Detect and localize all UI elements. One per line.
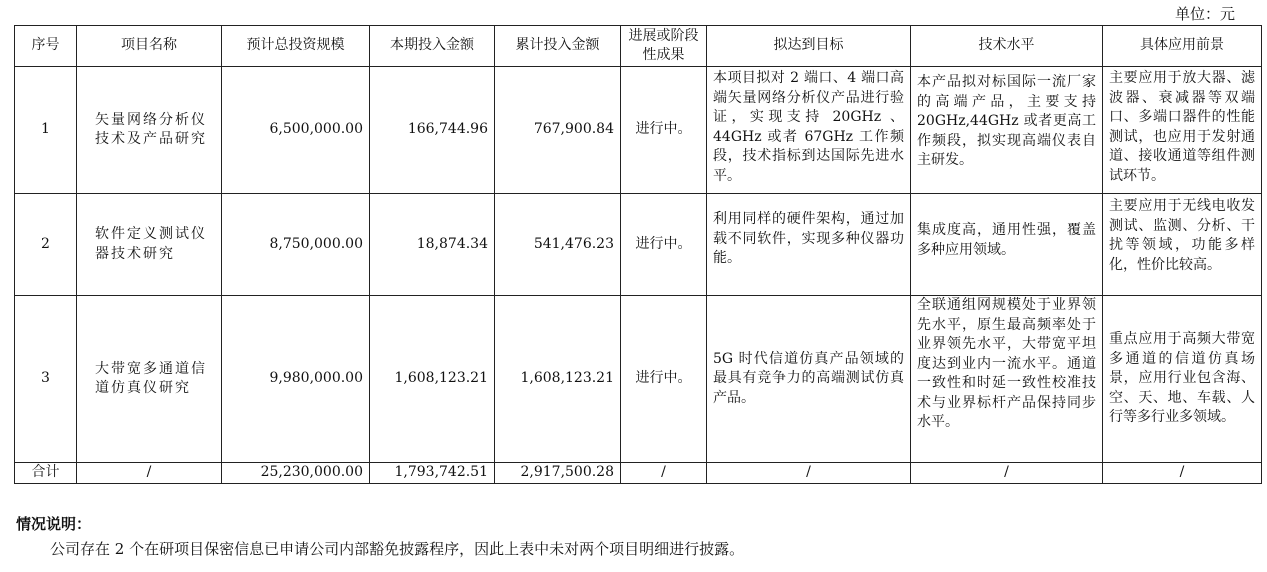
row-prospect: 主要应用于放大器、滤波器、衰减器等双端口、多端口器件的性能测试，也应用于发射通道、接收通道等组件测试环节。 bbox=[1103, 67, 1262, 194]
total-name: / bbox=[77, 463, 222, 484]
unit-label: 单位：元 bbox=[1174, 5, 1235, 23]
row-cumulative: 541,476.23 bbox=[495, 194, 621, 296]
row-progress: 进行中。 bbox=[621, 194, 707, 296]
row-no: 1 bbox=[15, 67, 77, 194]
table-row bbox=[15, 67, 1262, 194]
total-tech: / bbox=[911, 463, 1103, 484]
col-header-cumulative: 累计投入金额 bbox=[495, 26, 621, 67]
row-current: 1,608,123.21 bbox=[370, 296, 495, 463]
row-tech: 全联通组网规模处于业界领先水平，原生最高频率处于业界领先水平，大带宽平坦度达到业内一流水平。通道一致性和时延一致性校准技术与业界标杆产品保持同步水平。 bbox=[911, 296, 1103, 463]
total-goal: / bbox=[707, 463, 911, 484]
total-total: 25,230,000.00 bbox=[222, 463, 370, 484]
total-progress: / bbox=[621, 463, 707, 484]
row-name: 软件定义测试仪器技术研究 bbox=[77, 194, 222, 296]
row-total: 9,980,000.00 bbox=[222, 296, 370, 463]
table-row bbox=[15, 194, 1262, 296]
row-name: 矢量网络分析仪技术及产品研究 bbox=[77, 67, 222, 194]
row-prospect: 主要应用于无线电收发测试、监测、分析、干扰等领域，功能多样化，性价比较高。 bbox=[1103, 194, 1262, 296]
note-title: 情况说明： bbox=[16, 515, 92, 533]
total-row bbox=[15, 463, 1262, 484]
row-current: 166,744.96 bbox=[370, 67, 495, 194]
total-cumulative: 2,917,500.28 bbox=[495, 463, 621, 484]
row-prospect: 重点应用于高频大带宽多通道的信道仿真场景，应用行业包含海、空、天、地、车载、人行等多行业多领域。 bbox=[1103, 296, 1262, 463]
row-current: 18,874.34 bbox=[370, 194, 495, 296]
row-progress: 进行中。 bbox=[621, 296, 707, 463]
col-header-current: 本期投入金额 bbox=[370, 26, 495, 67]
row-progress: 进行中。 bbox=[621, 67, 707, 194]
header-row bbox=[15, 26, 1262, 67]
col-header-goal: 拟达到目标 bbox=[707, 26, 911, 67]
row-total: 6,500,000.00 bbox=[222, 67, 370, 194]
row-tech: 集成度高，通用性强，覆盖多种应用领域。 bbox=[911, 194, 1103, 296]
table-row bbox=[15, 296, 1262, 463]
row-goal: 5G 时代信道仿真产品领域的最具有竞争力的高端测试仿真产品。 bbox=[707, 296, 911, 463]
row-cumulative: 1,608,123.21 bbox=[495, 296, 621, 463]
row-no: 2 bbox=[15, 194, 77, 296]
total-prospect: / bbox=[1103, 463, 1262, 484]
total-label: 合计 bbox=[15, 463, 77, 484]
total-current: 1,793,742.51 bbox=[370, 463, 495, 484]
col-header-tech: 技术水平 bbox=[911, 26, 1103, 67]
row-total: 8,750,000.00 bbox=[222, 194, 370, 296]
note-body: 公司存在 2 个在研项目保密信息已申请公司内部豁免披露程序，因此上表中未对两个项目明细进行披露。 bbox=[50, 540, 745, 558]
row-goal: 本项目拟对 2 端口、4 端口高端矢量网络分析仪产品进行验证，实现支持 20GHz 、 44GHz 或者 67GHz 工作频段，技术指标到达国际先进水平。 bbox=[707, 67, 911, 194]
row-cumulative: 767,900.84 bbox=[495, 67, 621, 194]
col-header-total: 预计总投资规模 bbox=[222, 26, 370, 67]
col-header-prospect: 具体应用前景 bbox=[1103, 26, 1262, 67]
row-tech: 本产品拟对标国际一流厂家的高端产品，主要支持 20GHz,44GHz 或者更高工作频段，拟实现高端仪表自主研发。 bbox=[911, 67, 1103, 194]
row-goal: 利用同样的硬件架构，通过加载不同软件，实现多种仪器功能。 bbox=[707, 194, 911, 296]
col-header-progress: 进展或阶段性成果 bbox=[621, 26, 707, 67]
rd-projects-table bbox=[14, 25, 1262, 484]
row-no: 3 bbox=[15, 296, 77, 463]
col-header-name: 项目名称 bbox=[77, 26, 222, 67]
row-name: 大带宽多通道信道仿真仪研究 bbox=[77, 296, 222, 463]
col-header-no: 序号 bbox=[15, 26, 77, 67]
